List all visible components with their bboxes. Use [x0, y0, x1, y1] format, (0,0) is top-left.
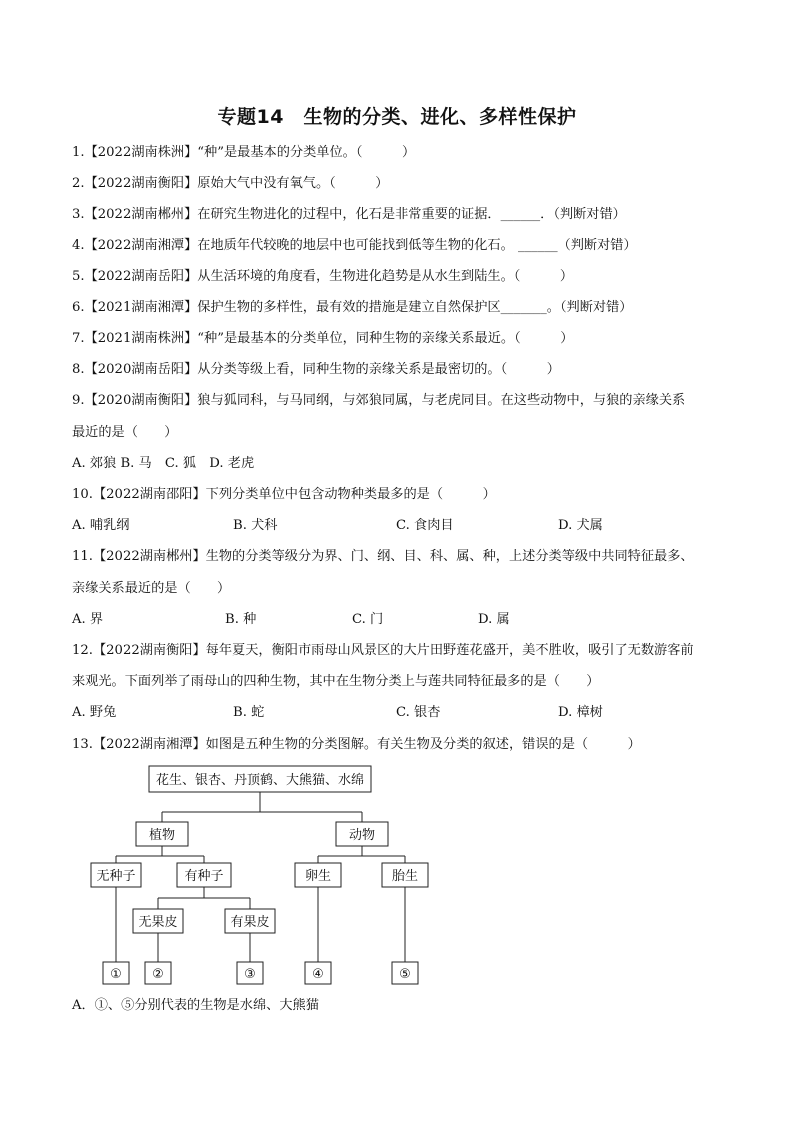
- question-line: 8.【2020湖南岳阳】从分类等级上看，同种生物的亲缘关系是最密切的。（ ）: [72, 362, 560, 377]
- question-line: 9.【2020湖南衡阳】狼与狐同科，与马同纲，与郊狼同属，与老虎同目。在这些动物中，与狼的亲缘关系: [72, 393, 686, 408]
- question-line: 1.【2022湖南株洲】“种”是最基本的分类单位。（ ）: [72, 145, 416, 160]
- diagram-leaf-3-label: ③: [244, 967, 256, 982]
- diagram-no-pericarp-label: 无果皮: [138, 915, 178, 930]
- question-line: 最近的是（ ）: [72, 425, 178, 440]
- question-line: 5.【2022湖南岳阳】从生活环境的角度看，生物进化趋势是从水生到陆生。（ ）: [72, 269, 574, 284]
- option-a: A. 哺乳纲: [72, 518, 130, 533]
- question-line: 13.【2022湖南湘潭】如图是五种生物的分类图解。有关生物及分类的叙述，错误的是（ ）: [72, 737, 641, 752]
- diagram-oviparous-label: 卵生: [304, 869, 332, 884]
- question-line: 3.【2022湖南郴州】在研究生物进化的过程中，化石是非常重要的证据．______．（判断对错）: [72, 207, 626, 222]
- diagram-no-seed-label: 无种子: [96, 869, 136, 884]
- question-line: 7.【2021湖南株洲】“种”是最基本的分类单位，同种生物的亲缘关系最近。（ ）: [72, 331, 574, 346]
- diagram-leaf-1-label: ①: [110, 967, 122, 982]
- diagram-has-pericarp-label: 有果皮: [230, 915, 270, 930]
- option-c: C. 银杏: [396, 705, 441, 720]
- diagram-root-label: 花生、银杏、丹顶鹤、大熊猫、水绵: [155, 773, 365, 788]
- option-d: D. 属: [478, 612, 510, 627]
- question-line: 亲缘关系最近的是（ ）: [72, 581, 231, 596]
- option-c: C. 食肉目: [396, 518, 454, 533]
- option-c: C. 门: [352, 612, 384, 627]
- option-d: D. 犬属: [558, 518, 603, 533]
- question-options: A. 郊狼 B. 马 C. 狐 D. 老虎: [72, 456, 255, 471]
- option-d: D. 樟树: [558, 705, 603, 720]
- question-line: 4.【2022湖南湘潭】在地质年代较晚的地层中也可能找到低等生物的化石。 ______（判断对错）: [72, 238, 637, 253]
- question-line: 6.【2021湖南湘潭】保护生物的多样性，最有效的措施是建立自然保护区_______。（判断对错）: [72, 300, 633, 315]
- question-line: 11.【2022湖南郴州】生物的分类等级分为界、门、纲、目、科、属、种，上述分类等级中共同特征最多、: [72, 549, 694, 564]
- option-b: B. 种: [225, 612, 257, 627]
- diagram-has-seed-label: 有种子: [184, 869, 224, 884]
- option-a: A. 界: [72, 612, 104, 627]
- diagram-leaf-2-label: ②: [152, 967, 164, 982]
- diagram-viviparous-label: 胎生: [391, 869, 419, 884]
- question-line: 2.【2022湖南衡阳】原始大气中没有氧气。（ ）: [72, 176, 389, 191]
- diagram-animal-label: 动物: [348, 828, 376, 843]
- question-line: 12.【2022湖南衡阳】每年夏天，衡阳市雨母山风景区的大片田野莲花盛开，美不胜收，吸引了无数游客前: [72, 643, 694, 658]
- option-b: B. 犬科: [233, 518, 278, 533]
- diagram-leaf-4-label: ④: [312, 967, 324, 982]
- option-a: A. 野兔: [72, 705, 117, 720]
- option-a: A．①、⑤分别代表的生物是水绵、大熊猫: [72, 998, 319, 1013]
- option-b: B. 蛇: [233, 705, 265, 720]
- question-line: 10.【2022湖南邵阳】下列分类单位中包含动物种类最多的是（ ）: [72, 487, 496, 502]
- diagram-leaf-5-label: ⑤: [399, 967, 411, 982]
- page-title: 专题14 生物的分类、进化、多样性保护: [217, 106, 577, 128]
- diagram-plant-label: 植物: [148, 828, 176, 843]
- question-line: 来观光。下面列举了雨母山的四种生物，其中在生物分类上与莲共同特征最多的是（ ）: [72, 674, 600, 689]
